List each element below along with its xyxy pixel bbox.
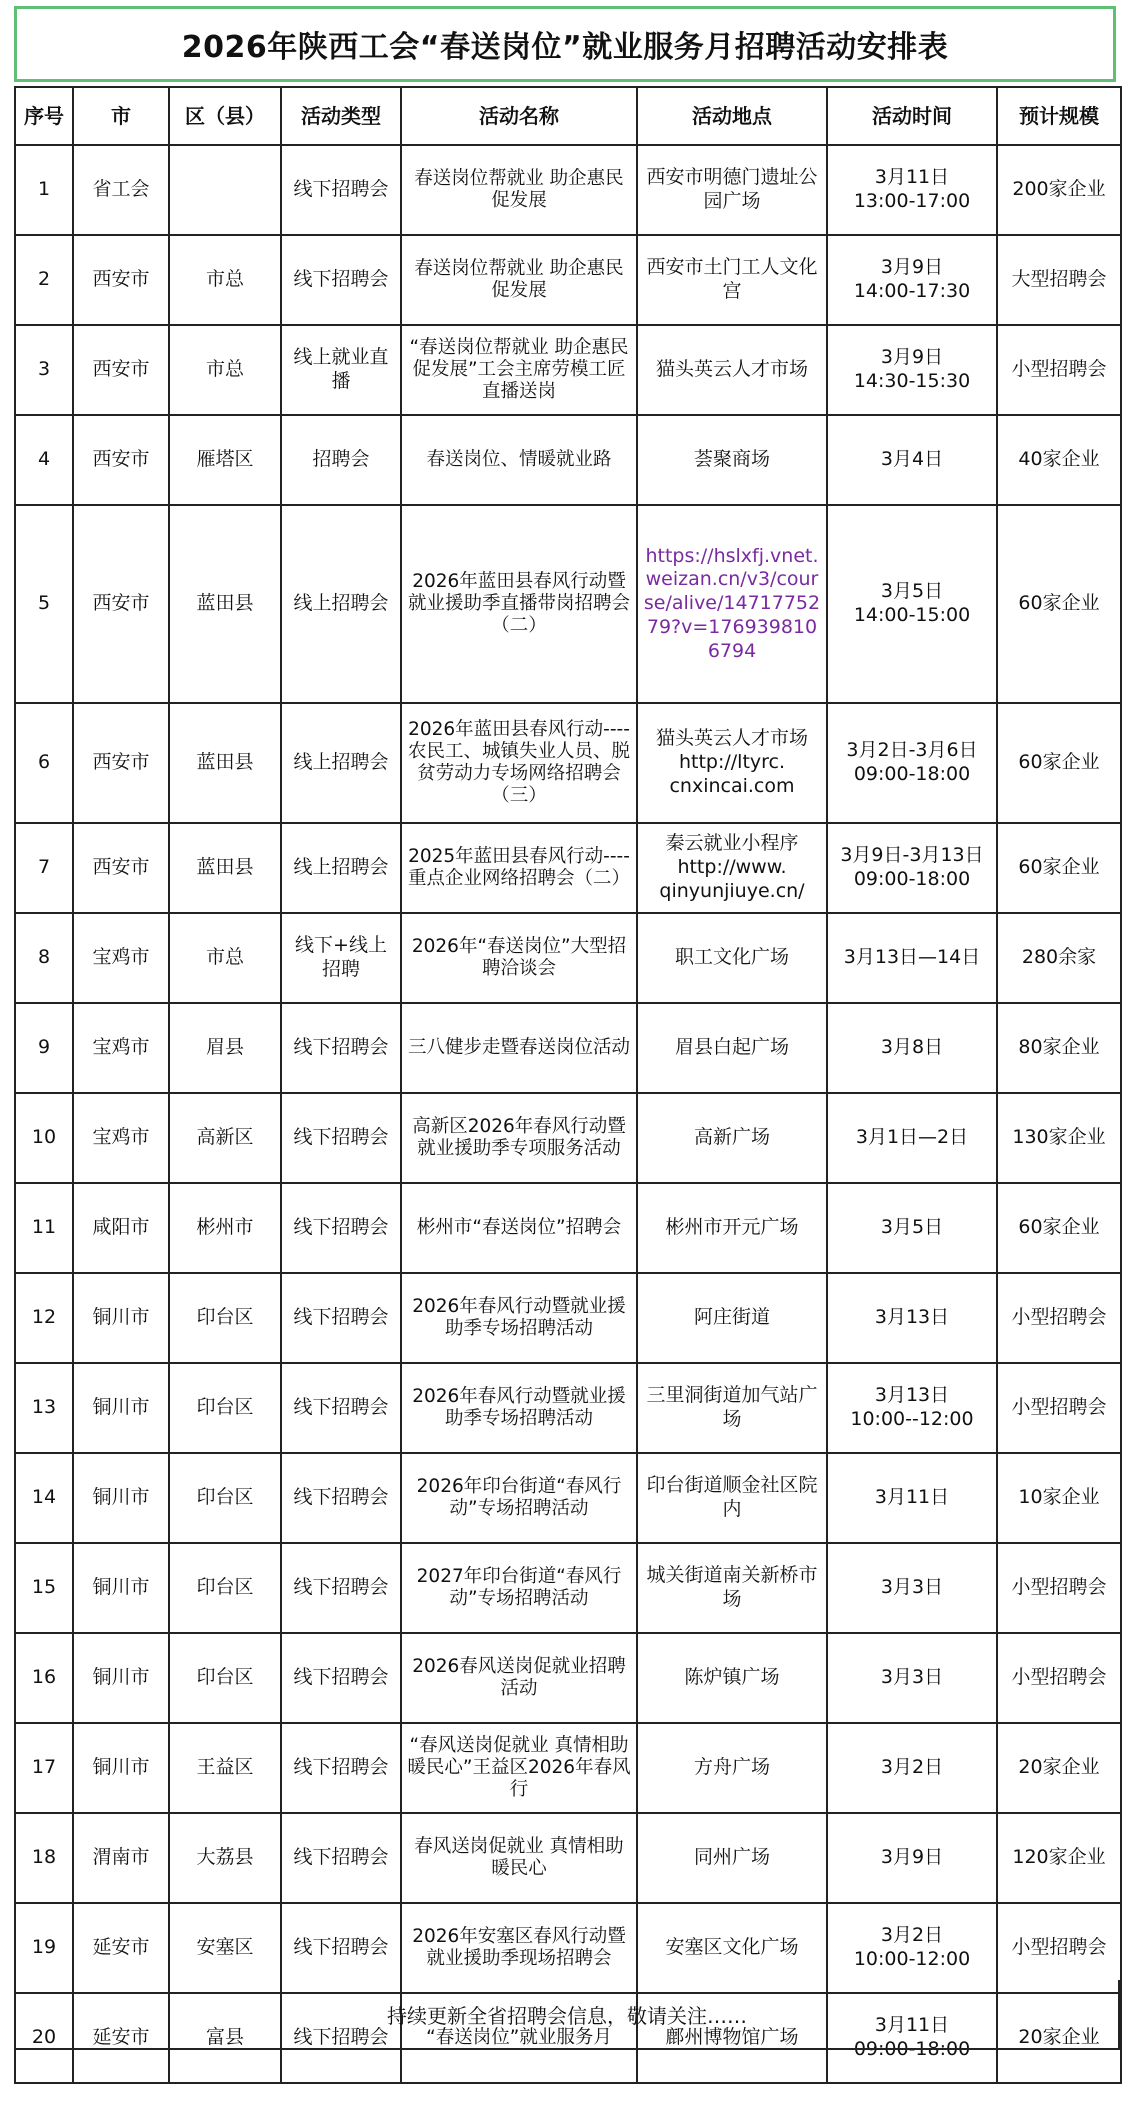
col-header-district: 区（县） xyxy=(169,87,281,145)
page-title: 2026年陕西工会“春送岗位”就业服务月招聘活动安排表 xyxy=(14,6,1116,82)
cell-type: 招聘会 xyxy=(281,415,401,505)
cell-time: 3月4日 xyxy=(827,415,997,505)
cell-name: “春送岗位帮就业 助企惠民促发展”工会主席劳模工匠直播送岗 xyxy=(401,325,637,415)
cell-no: 14 xyxy=(15,1453,73,1543)
cell-time: 3月2日 10:00-12:00 xyxy=(827,1903,997,1993)
table-row xyxy=(15,1813,1121,1903)
cell-type: 线下招聘会 xyxy=(281,1723,401,1813)
table-row xyxy=(15,1363,1121,1453)
cell-place: 猫头英云人才市场 xyxy=(637,325,827,415)
table-row xyxy=(15,703,1121,823)
cell-district xyxy=(169,145,281,235)
table-row xyxy=(15,913,1121,1003)
cell-place: 猫头英云人才市场 http://ltyrc. cnxincai.com xyxy=(637,703,827,823)
table-row xyxy=(15,415,1121,505)
cell-place: 阿庄街道 xyxy=(637,1273,827,1363)
col-header-place: 活动地点 xyxy=(637,87,827,145)
cell-type: 线下招聘会 xyxy=(281,1003,401,1093)
cell-type: 线下招聘会 xyxy=(281,145,401,235)
cell-place: 城关街道南关新桥市场 xyxy=(637,1543,827,1633)
cell-no: 8 xyxy=(15,913,73,1003)
cell-type: 线上招聘会 xyxy=(281,505,401,703)
cell-type: 线下招聘会 xyxy=(281,1183,401,1273)
cell-name: 春送岗位、情暖就业路 xyxy=(401,415,637,505)
cell-time: 3月2日-3月6日 09:00-18:00 xyxy=(827,703,997,823)
cell-type: 线下+线上招聘 xyxy=(281,913,401,1003)
cell-name: 2026年蓝田县春风行动----农民工、城镇失业人员、脱贫劳动力专场网络招聘会（三） xyxy=(401,703,637,823)
cell-scale: 小型招聘会 xyxy=(997,1273,1121,1363)
cell-name: 2027年印台街道“春风行动”专场招聘活动 xyxy=(401,1543,637,1633)
footer-note: 持续更新全省招聘会信息，敬请关注…… xyxy=(14,1980,1120,2050)
cell-scale: 大型招聘会 xyxy=(997,235,1121,325)
table-row xyxy=(15,1003,1121,1093)
cell-no: 11 xyxy=(15,1183,73,1273)
table-row xyxy=(15,235,1121,325)
cell-district: 彬州市 xyxy=(169,1183,281,1273)
cell-place: 彬州市开元广场 xyxy=(637,1183,827,1273)
cell-name: “春送岗位”就业服务月 xyxy=(401,1993,637,2083)
cell-time: 3月5日 xyxy=(827,1183,997,1273)
cell-name: 彬州市“春送岗位”招聘会 xyxy=(401,1183,637,1273)
cell-district: 市总 xyxy=(169,235,281,325)
cell-time: 3月3日 xyxy=(827,1633,997,1723)
cell-place: 方舟广场 xyxy=(637,1723,827,1813)
cell-city: 西安市 xyxy=(73,235,169,325)
cell-no: 5 xyxy=(15,505,73,703)
cell-no: 7 xyxy=(15,823,73,913)
cell-name: 高新区2026年春风行动暨就业援助季专项服务活动 xyxy=(401,1093,637,1183)
cell-scale: 小型招聘会 xyxy=(997,325,1121,415)
cell-city: 延安市 xyxy=(73,1903,169,1993)
cell-time: 3月8日 xyxy=(827,1003,997,1093)
cell-type: 线下招聘会 xyxy=(281,1543,401,1633)
cell-time: 3月13日 xyxy=(827,1273,997,1363)
cell-place: 三里洞街道加气站广场 xyxy=(637,1363,827,1453)
cell-scale: 200家企业 xyxy=(997,145,1121,235)
cell-name: 2026年蓝田县春风行动暨就业援助季直播带岗招聘会（二） xyxy=(401,505,637,703)
table-row xyxy=(15,145,1121,235)
cell-type: 线下招聘会 xyxy=(281,1273,401,1363)
cell-no: 10 xyxy=(15,1093,73,1183)
col-header-no: 序号 xyxy=(15,87,73,145)
cell-type: 线上招聘会 xyxy=(281,703,401,823)
cell-no: 2 xyxy=(15,235,73,325)
cell-district: 眉县 xyxy=(169,1003,281,1093)
cell-no: 1 xyxy=(15,145,73,235)
cell-city: 延安市 xyxy=(73,1993,169,2083)
cell-scale: 小型招聘会 xyxy=(997,1543,1121,1633)
cell-scale: 120家企业 xyxy=(997,1813,1121,1903)
cell-no: 6 xyxy=(15,703,73,823)
cell-district: 蓝田县 xyxy=(169,703,281,823)
cell-type: 线下招聘会 xyxy=(281,1813,401,1903)
cell-district: 印台区 xyxy=(169,1363,281,1453)
cell-name: 2025年蓝田县春风行动----重点企业网络招聘会（二） xyxy=(401,823,637,913)
cell-type: 线上就业直播 xyxy=(281,325,401,415)
col-header-city: 市 xyxy=(73,87,169,145)
cell-type: 线下招聘会 xyxy=(281,1993,401,2083)
cell-time: 3月5日 14:00-15:00 xyxy=(827,505,997,703)
cell-scale: 280余家 xyxy=(997,913,1121,1003)
cell-city: 西安市 xyxy=(73,325,169,415)
cell-city: 铜川市 xyxy=(73,1723,169,1813)
cell-city: 省工会 xyxy=(73,145,169,235)
cell-no: 17 xyxy=(15,1723,73,1813)
cell-district: 王益区 xyxy=(169,1723,281,1813)
cell-time: 3月9日 14:30-15:30 xyxy=(827,325,997,415)
cell-place: 鄜州博物馆广场 xyxy=(637,1993,827,2083)
cell-district: 安塞区 xyxy=(169,1903,281,1993)
cell-no: 9 xyxy=(15,1003,73,1093)
cell-name: 2026年春风行动暨就业援助季专场招聘活动 xyxy=(401,1273,637,1363)
cell-no: 15 xyxy=(15,1543,73,1633)
cell-district: 高新区 xyxy=(169,1093,281,1183)
col-header-name: 活动名称 xyxy=(401,87,637,145)
cell-type: 线下招聘会 xyxy=(281,1363,401,1453)
cell-place: 印台街道顺金社区院内 xyxy=(637,1453,827,1543)
cell-scale: 60家企业 xyxy=(997,703,1121,823)
cell-type: 线下招聘会 xyxy=(281,1633,401,1723)
cell-city: 铜川市 xyxy=(73,1363,169,1453)
cell-place: 西安市土门工人文化宫 xyxy=(637,235,827,325)
cell-scale: 60家企业 xyxy=(997,505,1121,703)
cell-place: 眉县白起广场 xyxy=(637,1003,827,1093)
cell-name: “春风送岗促就业 真情相助暖民心”王益区2026年春风行 xyxy=(401,1723,637,1813)
cell-no: 18 xyxy=(15,1813,73,1903)
cell-place: 秦云就业小程序 http://www. qinyunjiuye.cn/ xyxy=(637,823,827,913)
cell-type: 线下招聘会 xyxy=(281,1093,401,1183)
cell-time: 3月13日—14日 xyxy=(827,913,997,1003)
cell-time: 3月11日 xyxy=(827,1453,997,1543)
cell-city: 西安市 xyxy=(73,703,169,823)
cell-name: 2026年印台街道“春风行动”专场招聘活动 xyxy=(401,1453,637,1543)
col-header-type: 活动类型 xyxy=(281,87,401,145)
cell-place: 安塞区文化广场 xyxy=(637,1903,827,1993)
cell-time: 3月1日—2日 xyxy=(827,1093,997,1183)
col-header-time: 活动时间 xyxy=(827,87,997,145)
cell-place: 荟聚商场 xyxy=(637,415,827,505)
table-row xyxy=(15,823,1121,913)
cell-type: 线下招聘会 xyxy=(281,235,401,325)
cell-city: 西安市 xyxy=(73,505,169,703)
cell-district: 印台区 xyxy=(169,1543,281,1633)
cell-name: 春送岗位帮就业 助企惠民促发展 xyxy=(401,145,637,235)
cell-city: 宝鸡市 xyxy=(73,1093,169,1183)
cell-scale: 20家企业 xyxy=(997,1723,1121,1813)
cell-no: 12 xyxy=(15,1273,73,1363)
cell-city: 宝鸡市 xyxy=(73,1003,169,1093)
cell-time: 3月9日 xyxy=(827,1813,997,1903)
col-header-scale: 预计规模 xyxy=(997,87,1121,145)
cell-time: 3月3日 xyxy=(827,1543,997,1633)
table-row xyxy=(15,1723,1121,1813)
cell-scale: 40家企业 xyxy=(997,415,1121,505)
cell-name: 2026年“春送岗位”大型招聘洽谈会 xyxy=(401,913,637,1003)
cell-no: 19 xyxy=(15,1903,73,1993)
cell-name: 三八健步走暨春送岗位活动 xyxy=(401,1003,637,1093)
cell-city: 宝鸡市 xyxy=(73,913,169,1003)
cell-scale: 60家企业 xyxy=(997,823,1121,913)
cell-place[interactable]: https://hslxfj.vnet.weizan.cn/v3/course/alive/1471775279?v=1769398106794 xyxy=(637,505,827,703)
table-row xyxy=(15,505,1121,703)
table-row xyxy=(15,1453,1121,1543)
cell-city: 咸阳市 xyxy=(73,1183,169,1273)
cell-district: 印台区 xyxy=(169,1633,281,1723)
cell-time: 3月11日 13:00-17:00 xyxy=(827,145,997,235)
cell-district: 印台区 xyxy=(169,1273,281,1363)
cell-name: 2026春风送岗促就业招聘活动 xyxy=(401,1633,637,1723)
table-row xyxy=(15,1633,1121,1723)
table-header-row xyxy=(15,87,1121,145)
cell-place: 职工文化广场 xyxy=(637,913,827,1003)
cell-city: 铜川市 xyxy=(73,1633,169,1723)
cell-no: 16 xyxy=(15,1633,73,1723)
cell-city: 渭南市 xyxy=(73,1813,169,1903)
cell-no: 20 xyxy=(15,1993,73,2083)
cell-district: 印台区 xyxy=(169,1453,281,1543)
cell-district: 富县 xyxy=(169,1993,281,2083)
cell-type: 线上招聘会 xyxy=(281,823,401,913)
cell-district: 大荔县 xyxy=(169,1813,281,1903)
cell-time: 3月2日 xyxy=(827,1723,997,1813)
cell-district: 市总 xyxy=(169,913,281,1003)
schedule-table xyxy=(14,86,1122,2084)
cell-city: 铜川市 xyxy=(73,1273,169,1363)
table-row xyxy=(15,1273,1121,1363)
cell-place: 高新广场 xyxy=(637,1093,827,1183)
cell-scale: 小型招聘会 xyxy=(997,1363,1121,1453)
table-row xyxy=(15,1183,1121,1273)
cell-scale: 20家企业 xyxy=(997,1993,1121,2083)
cell-district: 雁塔区 xyxy=(169,415,281,505)
table-row xyxy=(15,1093,1121,1183)
cell-name: 春风送岗促就业 真情相助暖民心 xyxy=(401,1813,637,1903)
cell-scale: 60家企业 xyxy=(997,1183,1121,1273)
cell-no: 4 xyxy=(15,415,73,505)
cell-no: 13 xyxy=(15,1363,73,1453)
cell-district: 蓝田县 xyxy=(169,505,281,703)
cell-time: 3月9日-3月13日 09:00-18:00 xyxy=(827,823,997,913)
cell-place: 西安市明德门遗址公园广场 xyxy=(637,145,827,235)
cell-scale: 小型招聘会 xyxy=(997,1903,1121,1993)
cell-name: 春送岗位帮就业 助企惠民促发展 xyxy=(401,235,637,325)
cell-scale: 80家企业 xyxy=(997,1003,1121,1093)
cell-city: 铜川市 xyxy=(73,1543,169,1633)
cell-scale: 10家企业 xyxy=(997,1453,1121,1543)
cell-district: 蓝田县 xyxy=(169,823,281,913)
cell-city: 西安市 xyxy=(73,823,169,913)
cell-time: 3月13日 10:00--12:00 xyxy=(827,1363,997,1453)
cell-place: 同州广场 xyxy=(637,1813,827,1903)
cell-city: 西安市 xyxy=(73,415,169,505)
cell-name: 2026年春风行动暨就业援助季专场招聘活动 xyxy=(401,1363,637,1453)
table-row xyxy=(15,1543,1121,1633)
cell-city: 铜川市 xyxy=(73,1453,169,1543)
cell-type: 线下招聘会 xyxy=(281,1903,401,1993)
cell-scale: 130家企业 xyxy=(997,1093,1121,1183)
cell-type: 线下招聘会 xyxy=(281,1453,401,1543)
cell-name: 2026年安塞区春风行动暨就业援助季现场招聘会 xyxy=(401,1903,637,1993)
cell-scale: 小型招聘会 xyxy=(997,1633,1121,1723)
cell-district: 市总 xyxy=(169,325,281,415)
cell-time: 3月9日 14:00-17:30 xyxy=(827,235,997,325)
cell-no: 3 xyxy=(15,325,73,415)
cell-place: 陈炉镇广场 xyxy=(637,1633,827,1723)
table-row xyxy=(15,325,1121,415)
cell-time: 3月11日 09:00-18:00 xyxy=(827,1993,997,2083)
